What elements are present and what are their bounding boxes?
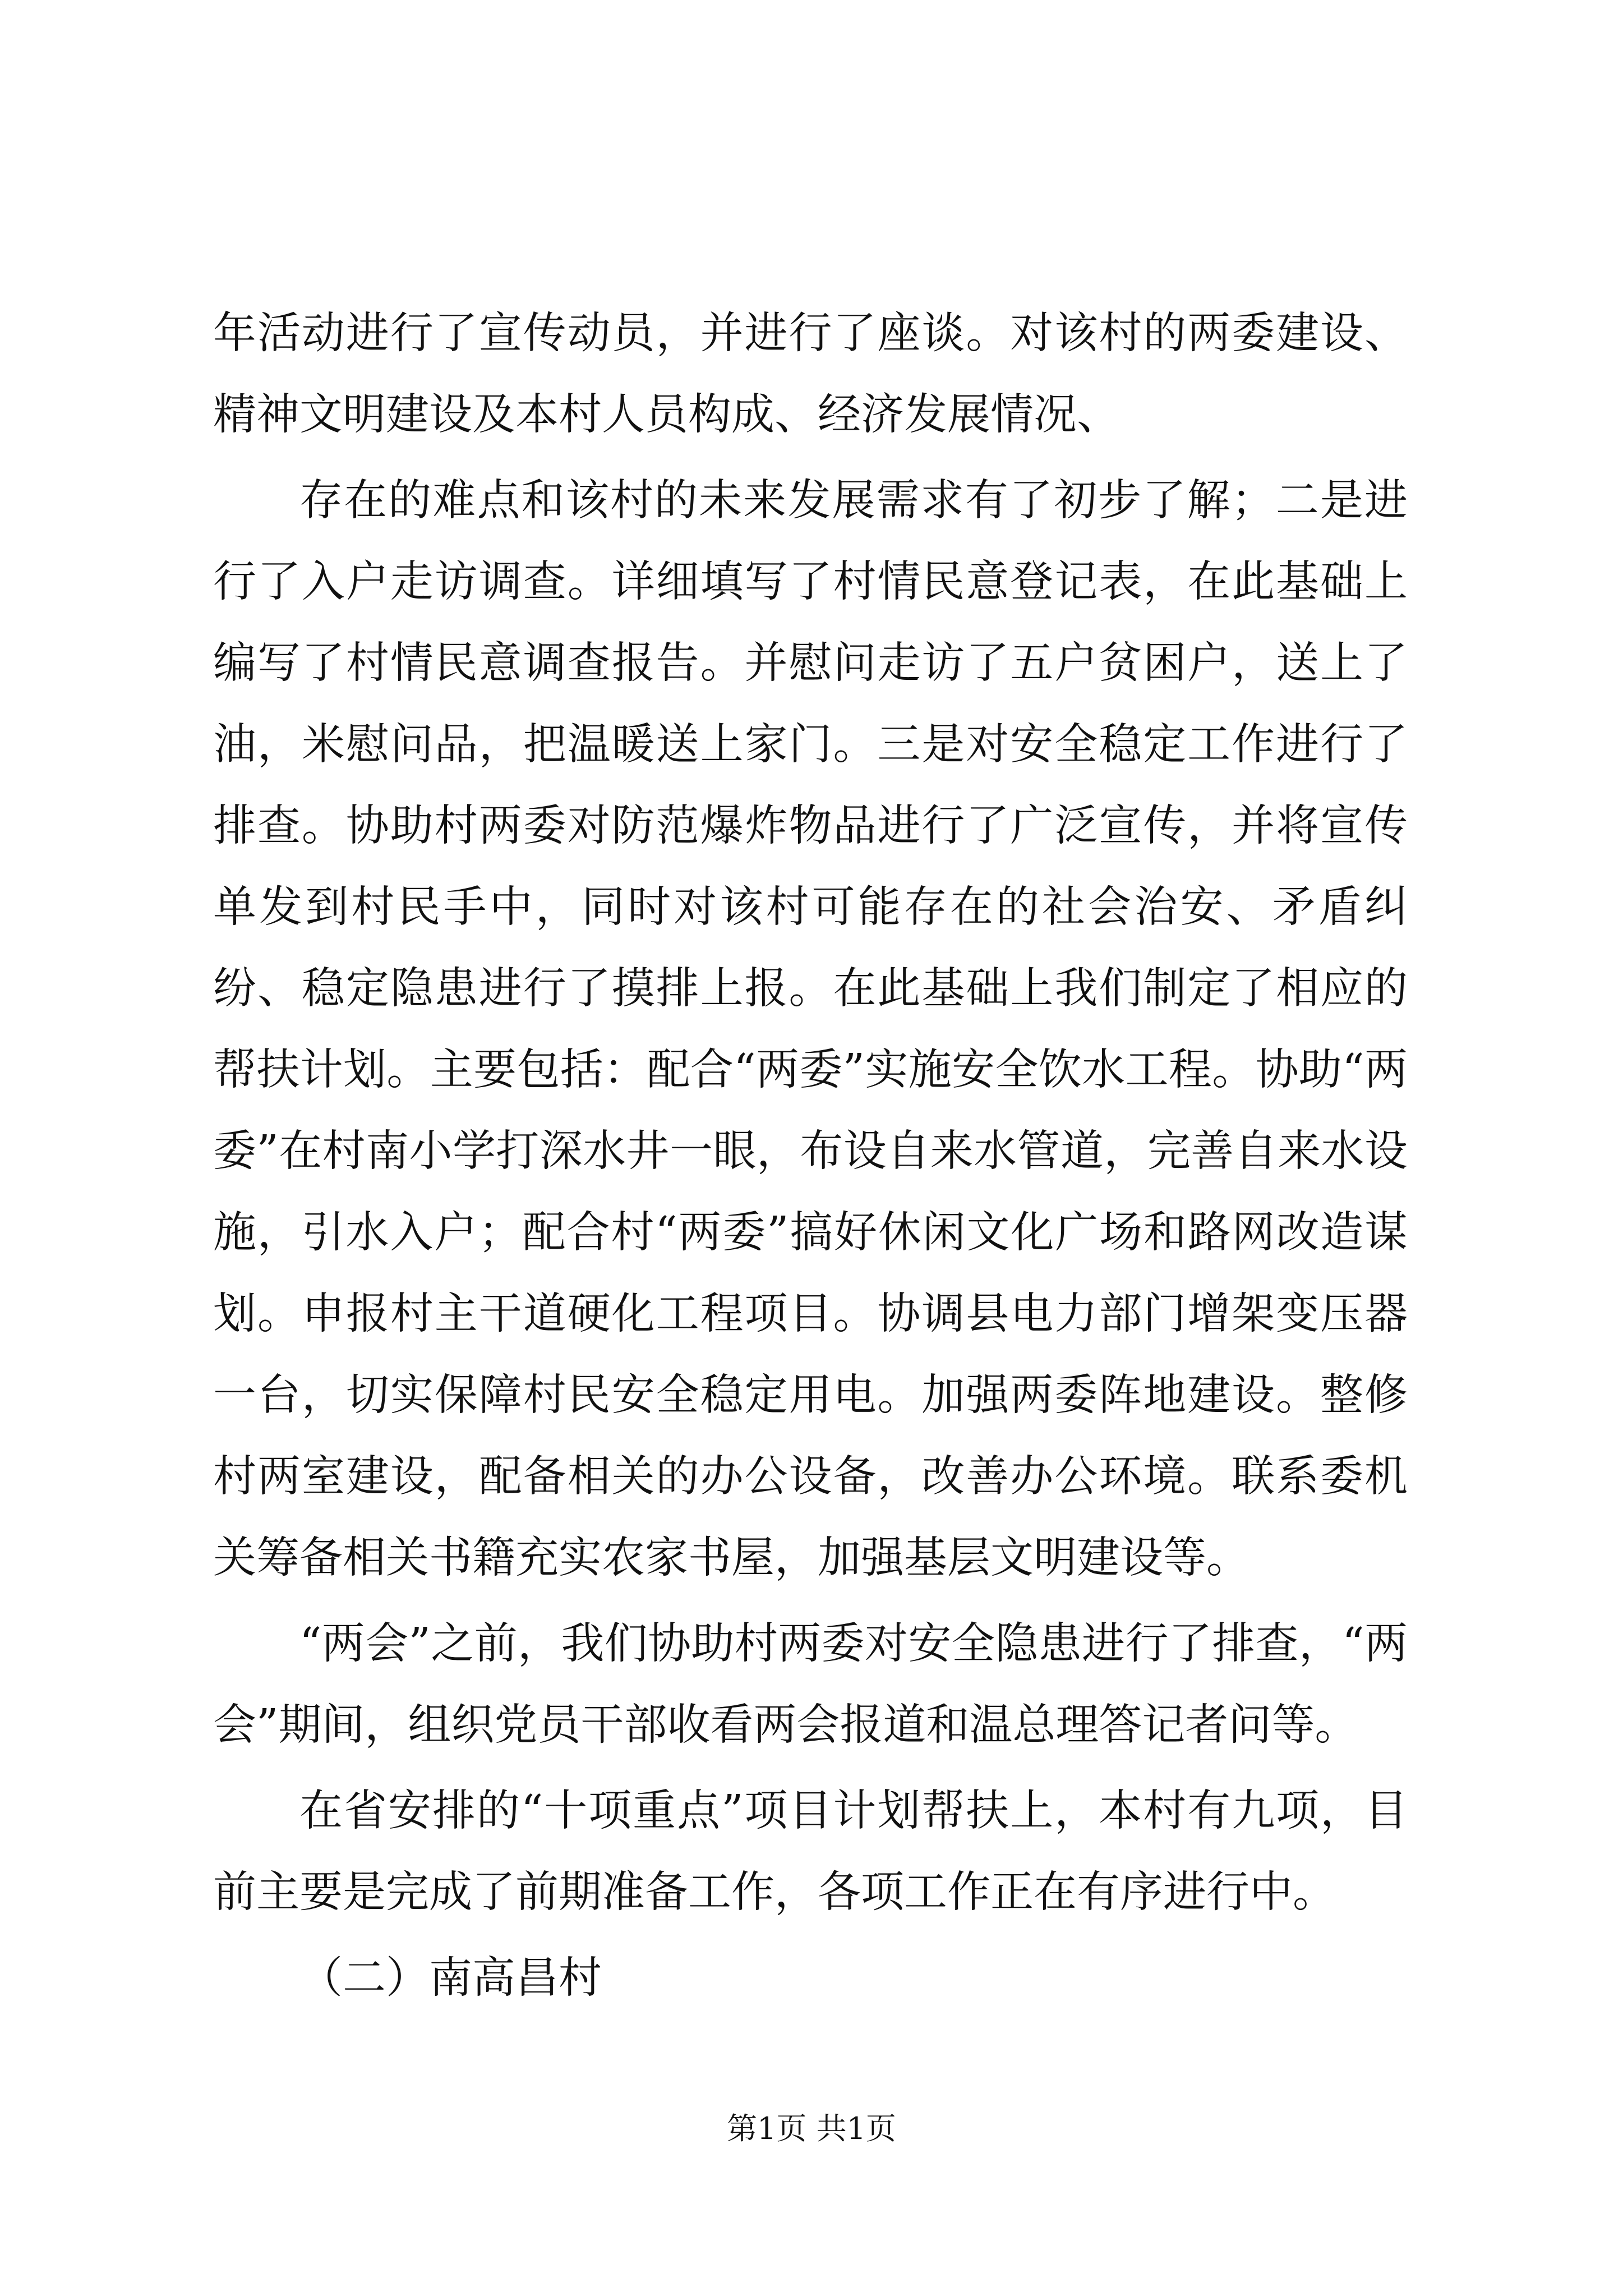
page-footer: 第1页 共1页	[727, 2111, 896, 2146]
paragraph-1: 年活动进行了宣传动员，并进行了座谈。对该村的两委建设、精神文明建设及本村人员构成、经济发展情况、	[213, 309, 1408, 440]
document-body	[213, 293, 1408, 2019]
paragraph-2: 存在的难点和该村的未来发展需求有了初步了解；二是进行了入户走访调查。详细填写了村情民意登记表，在此基础上编写了村情民意调查报告。并慰问走访了五户贫困户，送上了油，米慰问品，把温暖送上家门。三是对安全稳定工作进行了排查。协助村两委对防范爆炸物品进行了广泛宣传，并将宣传单发到村民手中，同时对该村可能存在的社会治安、矛盾纠纷、稳定隐患进行了摸排上报。在此基础上我们制定了相应的帮扶计划。主要包括：配合“两委”实施安全饮水工程。协助“两委”在村南小学打深水井一眼，布设自来水管道，完善自来水设施，引水入户；配合村“两委”搞好休闲文化广场和路网改造谋划。申报村主干道硬化工程项目。协调县电力部门增架变压器一台，切实保障村民安全稳定用电。加强两委阵地建设。整修村两室建设，配备相关的办公设备，改善办公环境。联系委机关筹备相关书籍充实农家书屋，加强基层文明建设等。	[213, 476, 1408, 1583]
section-heading: （二）南高昌村	[299, 1953, 602, 2003]
paragraph-3: “两会”之前，我们协助村两委对安全隐患进行了排查，“两会”期间，组织党员干部收看两会报道和温总理答记者问等。	[213, 1619, 1408, 1750]
paragraph-4: 在省安排的“十项重点”项目计划帮扶上，本村有九项，目前主要是完成了前期准备工作，各项工作正在有序进行中。	[213, 1786, 1408, 1917]
